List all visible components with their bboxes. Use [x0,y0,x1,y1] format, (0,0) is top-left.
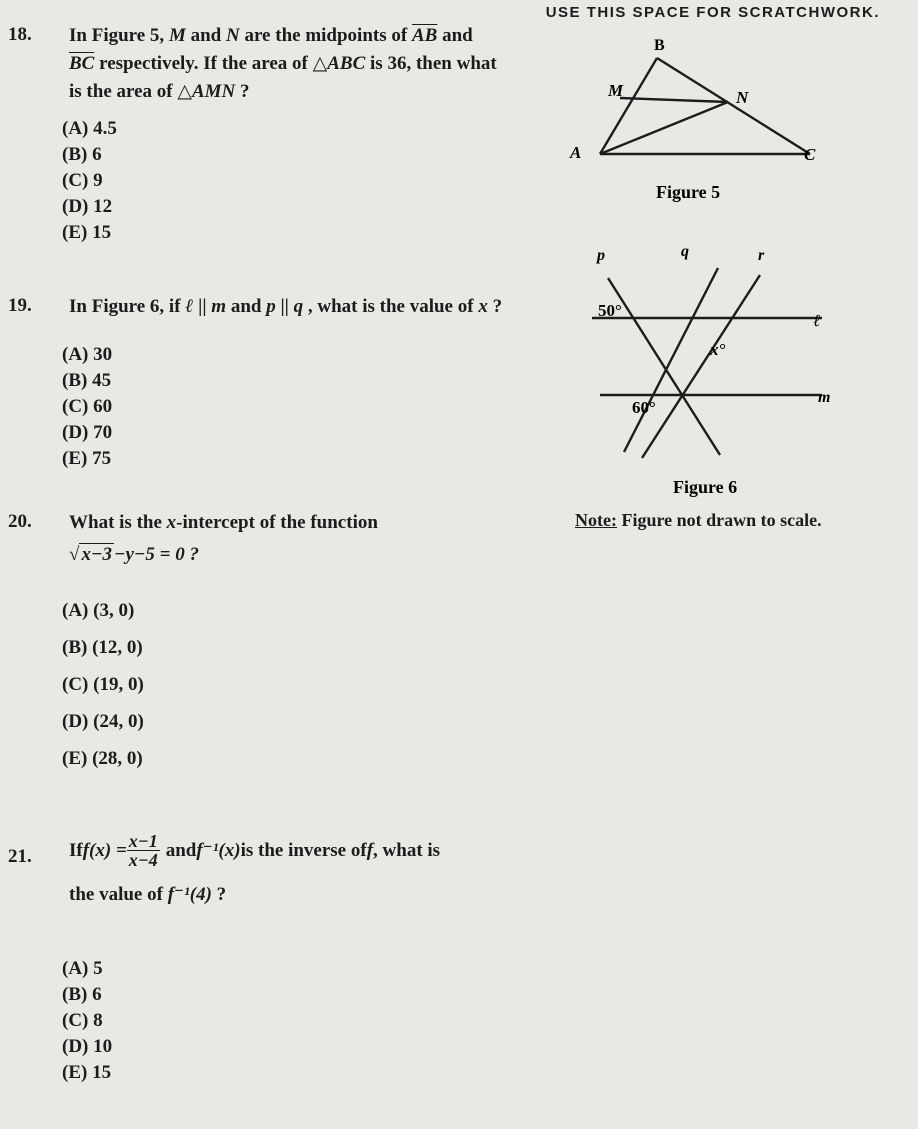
figure-5 [560,30,840,220]
option-a[interactable]: (A) (3, 0) [62,600,135,621]
question-21-text: If f(x) = $\frac{x-1}{x-4}$ and f⁻¹(x) is the inverse of f , what is the value of f⁻¹(4) ? [69,831,441,905]
question-18-text: In Figure 5, M and N are the midpoints of $\overline{AB}$ and $\overline{BC}$ respectively. If the area of △ABC is 36, then what is the area of △AMN ? [69,25,497,102]
option-c[interactable]: (C) 9 [62,170,103,191]
angle-x: x° [710,340,726,359]
question-19-options [62,342,112,472]
angle-60: 60° [632,398,656,417]
option-d[interactable]: (D) 70 [62,422,113,443]
line-label-r: r [758,247,765,264]
option-c[interactable]: (C) 60 [62,396,113,417]
option-b[interactable]: (B) (12, 0) [62,637,143,658]
option-d[interactable]: (D) (24, 0) [62,711,144,732]
question-19-text: In Figure 6, if ℓ || m and p || q , what is the value of x ? [69,296,503,317]
figure-6 [560,230,860,510]
label-b: B [654,37,665,54]
option-e[interactable]: (E) 75 [62,448,112,469]
question-20-options [62,598,144,772]
option-c[interactable]: (C) (19, 0) [62,674,144,695]
question-number-21: 21. [8,846,32,867]
figure-5-caption: Figure 5 [656,182,721,202]
question-20-text: What is the x-intercept of the function √ x−3 −y−5 = 0 ? [69,511,539,567]
option-c[interactable]: (C) 8 [62,1010,103,1031]
line-label-l: ℓ [813,311,821,330]
line-label-m: m [818,389,831,406]
figure-6-caption: Figure 6 [673,477,738,497]
question-21-options [62,956,112,1086]
question-number-18: 18. [8,24,32,45]
question-18-options [62,116,117,246]
option-b[interactable]: (B) 45 [62,370,112,391]
line-label-p: p [597,247,605,264]
scratchwork-header: USE THIS SPACE FOR SCRATCHWORK. [545,4,880,21]
option-a[interactable]: (A) 5 [62,958,103,979]
question-number-19: 19. [8,295,32,316]
label-n: N [736,88,749,107]
option-e[interactable]: (E) (28, 0) [62,748,143,769]
label-a: A [570,143,582,162]
figure-note: Note: Figure not drawn to scale. [575,510,822,530]
question-number-20: 20. [8,511,32,532]
label-c: C [804,145,816,164]
option-e[interactable]: (E) 15 [62,222,112,243]
angle-50: 50° [598,301,622,320]
option-a[interactable]: (A) 4.5 [62,118,117,139]
option-e[interactable]: (E) 15 [62,1062,112,1083]
line-label-q: q [681,243,689,260]
option-d[interactable]: (D) 10 [62,1036,113,1057]
function-equation: √ x−3 −y−5 = 0 ? [69,544,199,565]
label-m: M [608,81,624,100]
option-a[interactable]: (A) 30 [62,344,113,365]
option-d[interactable]: (D) 12 [62,196,113,217]
option-b[interactable]: (B) 6 [62,984,102,1005]
option-b[interactable]: (B) 6 [62,144,102,165]
fraction: $\frac{x-1}{x-4}$ [128,831,158,870]
